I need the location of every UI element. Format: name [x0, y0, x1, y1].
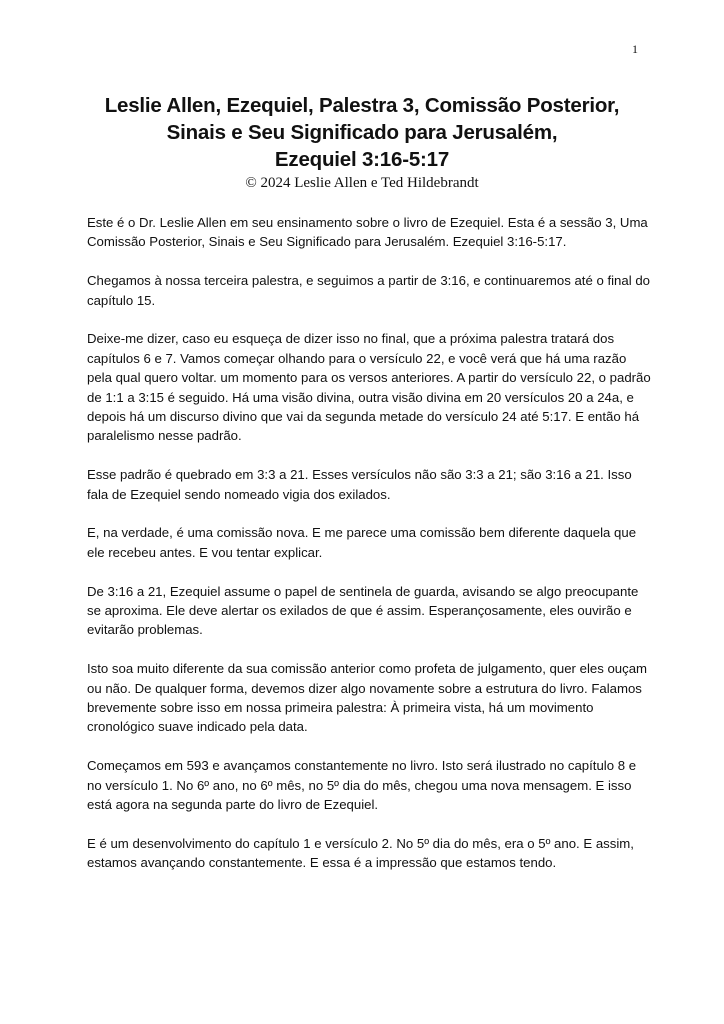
title-line-3: Ezequiel 3:16-5:17: [274, 148, 450, 171]
paragraph: E, na verdade, é uma comissão nova. E me parece uma comissão bem diferente daquela que ele recebeu antes. E vou tentar explicar.: [87, 525, 637, 560]
copyright-notice: © 2024 Leslie Allen e Ted Hildebrandt: [245, 175, 479, 191]
paragraph: Esse padrão é quebrado em 3:3 a 21. Esses versículos não são 3:3 a 21; são 3:16 a 21. Isso fala de Ezequiel sendo nomeado vigia dos exilados.: [87, 467, 632, 502]
page-number: 1: [632, 42, 638, 56]
title-line-1: Leslie Allen, Ezequiel, Palestra 3, Comissão Posterior,: [104, 94, 620, 117]
paragraph: Isto soa muito diferente da sua comissão anterior como profeta de julgamento, quer eles ouçam ou não. De qualquer forma, devemos dizer algo novamente sobre a estrutura do livro. Falamos brevemente sobre isso em nossa primeira palestra: À primeira vista, há um movimento cronológico suave indicado pela data.: [87, 661, 648, 735]
paragraph: Deixe-me dizer, caso eu esqueça de dizer isso no final, que a próxima palestra tratará dos capítulos 6 e 7. Vamos começar olhando para o versículo 22, e você verá que há uma razão pela qual quero voltar. um momento para os versos anteriores. A partir do versículo 22, o padrão de 1:1 a 3:15 é seguido. Há uma visão divina, outra visão divina em 20 versículos 20 a 24a, e depois há um discurso divino que vai da segunda metade do versículo 24 até 5:17. E então há paralelismo nesse padrão.: [87, 331, 651, 444]
title-line-2: Sinais e Seu Significado para Jerusalém,: [166, 121, 558, 144]
paragraph: E é um desenvolvimento do capítulo 1 e versículo 2. No 5º dia do mês, era o 5º ano. E assim, estamos avançando constantemente. E essa é a impressão que estamos tendo.: [87, 835, 634, 871]
paragraph: De 3:16 a 21, Ezequiel assume o papel de sentinela de guarda, avisando se algo preocupante se aproxima. Ele deve alertar os exilados de que é assim. Esperançosamente, eles ouvirão e evitarão problemas.: [87, 583, 639, 638]
paragraph: Este é o Dr. Leslie Allen em seu ensinamento sobre o livro de Ezequiel. Esta é a sessão 3, Uma Comissão Posterior, Sinais e Seu Significado para Jerusalém. Ezequiel 3:16-5:17.: [87, 215, 648, 250]
document-body: [87, 213, 653, 892]
title-block: [60, 92, 664, 193]
paragraph: Começamos em 593 e avançamos constantemente no livro. Isto será ilustrado no capítulo 8 e no versículo 1. No 6º ano, no 6º mês, no 5º dia do mês, chegou uma nova mensagem. E isso está agora na segunda parte do livro de Ezequiel.: [87, 758, 637, 813]
paragraph: Chegamos à nossa terceira palestra, e seguimos a partir de 3:16, e continuaremos até o final do capítulo 15.: [87, 273, 650, 308]
